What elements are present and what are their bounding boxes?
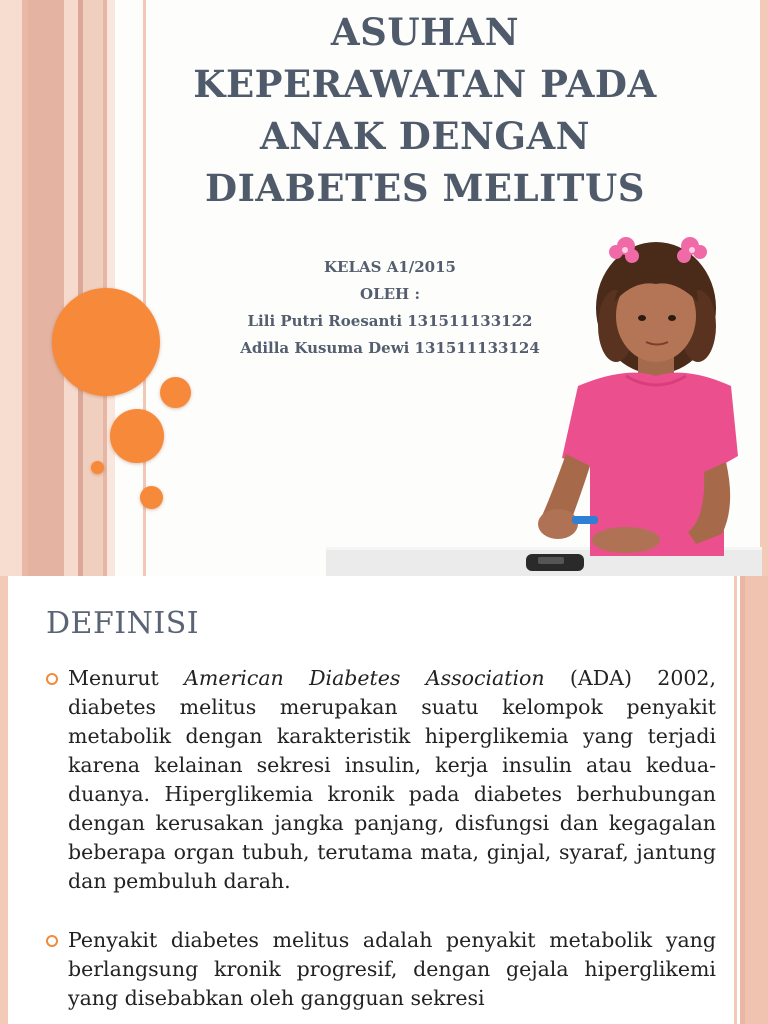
decorative-stripe [734,576,737,1024]
bullet-text-prefix: Menurut [68,666,185,690]
decorative-circle-small [91,461,104,474]
decorative-stripe [745,576,768,1024]
decorative-stripe [64,0,78,576]
decorative-stripe [28,0,64,576]
bullet-text: Penyakit diabetes melitus adalah penyakit metabolik yang berlangsung kronik progresif, dengan gejala hiperglikemi yang disebabkan oleh gangguan sekresi [68,928,716,1010]
author-name: Lili Putri Roesanti 131511133122 [247,312,533,330]
definition-list [46,664,716,1024]
decorative-circle [160,377,191,408]
girl-glucose-meter-photo [326,226,762,576]
author-label: OLEH : [360,285,420,303]
bullet-icon [46,935,58,947]
title-line: DIABETES MELITUS [205,166,645,210]
definition-slide [0,576,768,1024]
bullet-text-suffix: (ADA) 2002, diabetes melitus merupakan suatu kelompok penyakit metabolik dengan karakteristik hiperglikemia yang terjadi karena kelainan sekresi insulin, kerja insulin atau kedua-duanya. Hiperglikemia kronik pada diabetes berhubungan dengan kerusakan jangka panjang, disfungsi dan kegagalan beberapa organ tubuh, terutama mata, ginjal, syaraf, jantung dan pembuluh darah. [68,666,716,893]
decorative-stripe [0,576,8,1024]
section-heading: DEFINISI [46,606,200,641]
decorative-circle-large [52,288,160,396]
list-item [46,926,716,1013]
class-label: KELAS A1/2015 [323,258,456,276]
decorative-stripe [0,0,22,576]
list-item [46,664,716,896]
bullet-icon [46,673,58,685]
bullet-text-italic: American Diabetes Association [184,666,545,690]
decorative-circle [140,486,163,509]
title-line: ASUHAN [330,10,520,54]
decorative-circle [110,409,164,463]
title-line: ANAK DENGAN [259,114,590,158]
title-line: KEPERAWATAN PADA [193,62,657,106]
author-name: Adilla Kusuma Dewi 131511133124 [240,339,540,357]
slide-title [150,6,700,214]
